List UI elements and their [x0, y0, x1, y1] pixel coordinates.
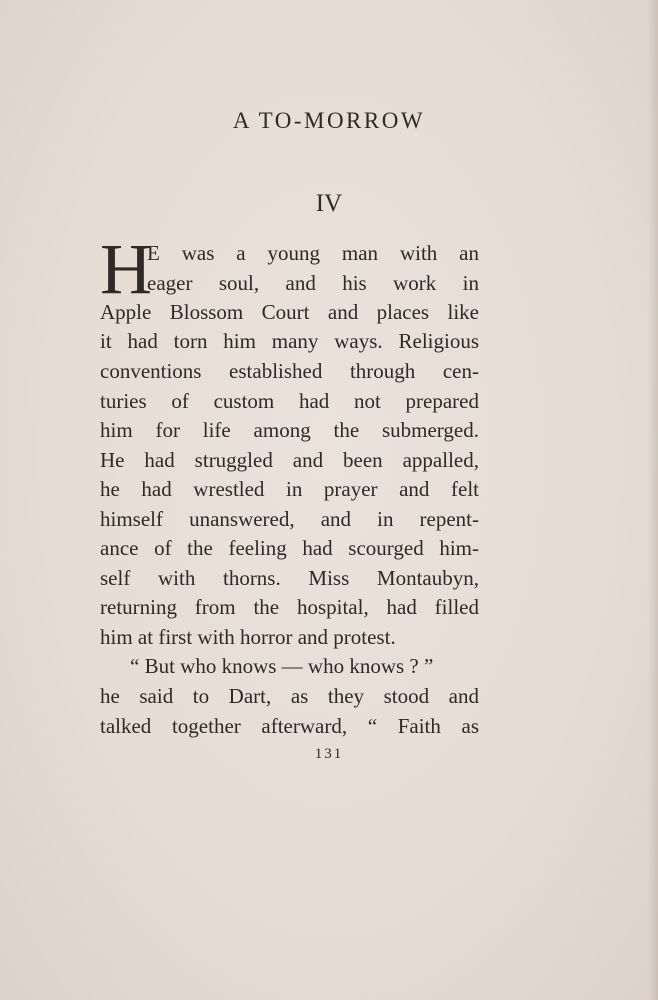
text-line: him for life among the submerged. — [100, 418, 479, 442]
text-line: He had struggled and been appalled, — [100, 448, 479, 472]
text-line: ance of the feeling had scourged him- — [100, 536, 479, 560]
text-line: talked together afterward, “ Faith as — [100, 714, 479, 738]
text-line: he said to Dart, as they stood and — [100, 684, 479, 708]
text-line: it had torn him many ways. Religious — [100, 329, 479, 353]
chapter-number: IV — [315, 190, 343, 217]
text-line: returning from the hospital, had filled — [100, 595, 479, 619]
text-line: eager soul, and his work in — [147, 271, 479, 295]
drop-cap: H — [100, 229, 152, 309]
text-line: he had wrestled in prayer and felt — [100, 477, 479, 501]
text-line: him at first with horror and protest. — [100, 625, 396, 649]
text-line: himself unanswered, and in repent- — [100, 507, 479, 531]
running-head: A TO-MORROW — [232, 108, 426, 133]
text-line: E was a young man with an — [147, 241, 479, 265]
page-edge-shadow — [648, 0, 658, 1000]
text-line: “ But who knows — who knows ? ” — [130, 654, 434, 678]
page-number: 131 — [314, 746, 344, 762]
text-line: conventions established through cen- — [100, 359, 479, 383]
text-line: Apple Blossom Court and places like — [100, 300, 479, 324]
text-line: turies of custom had not prepared — [100, 389, 479, 413]
text-line: self with thorns. Miss Montaubyn, — [100, 566, 479, 590]
